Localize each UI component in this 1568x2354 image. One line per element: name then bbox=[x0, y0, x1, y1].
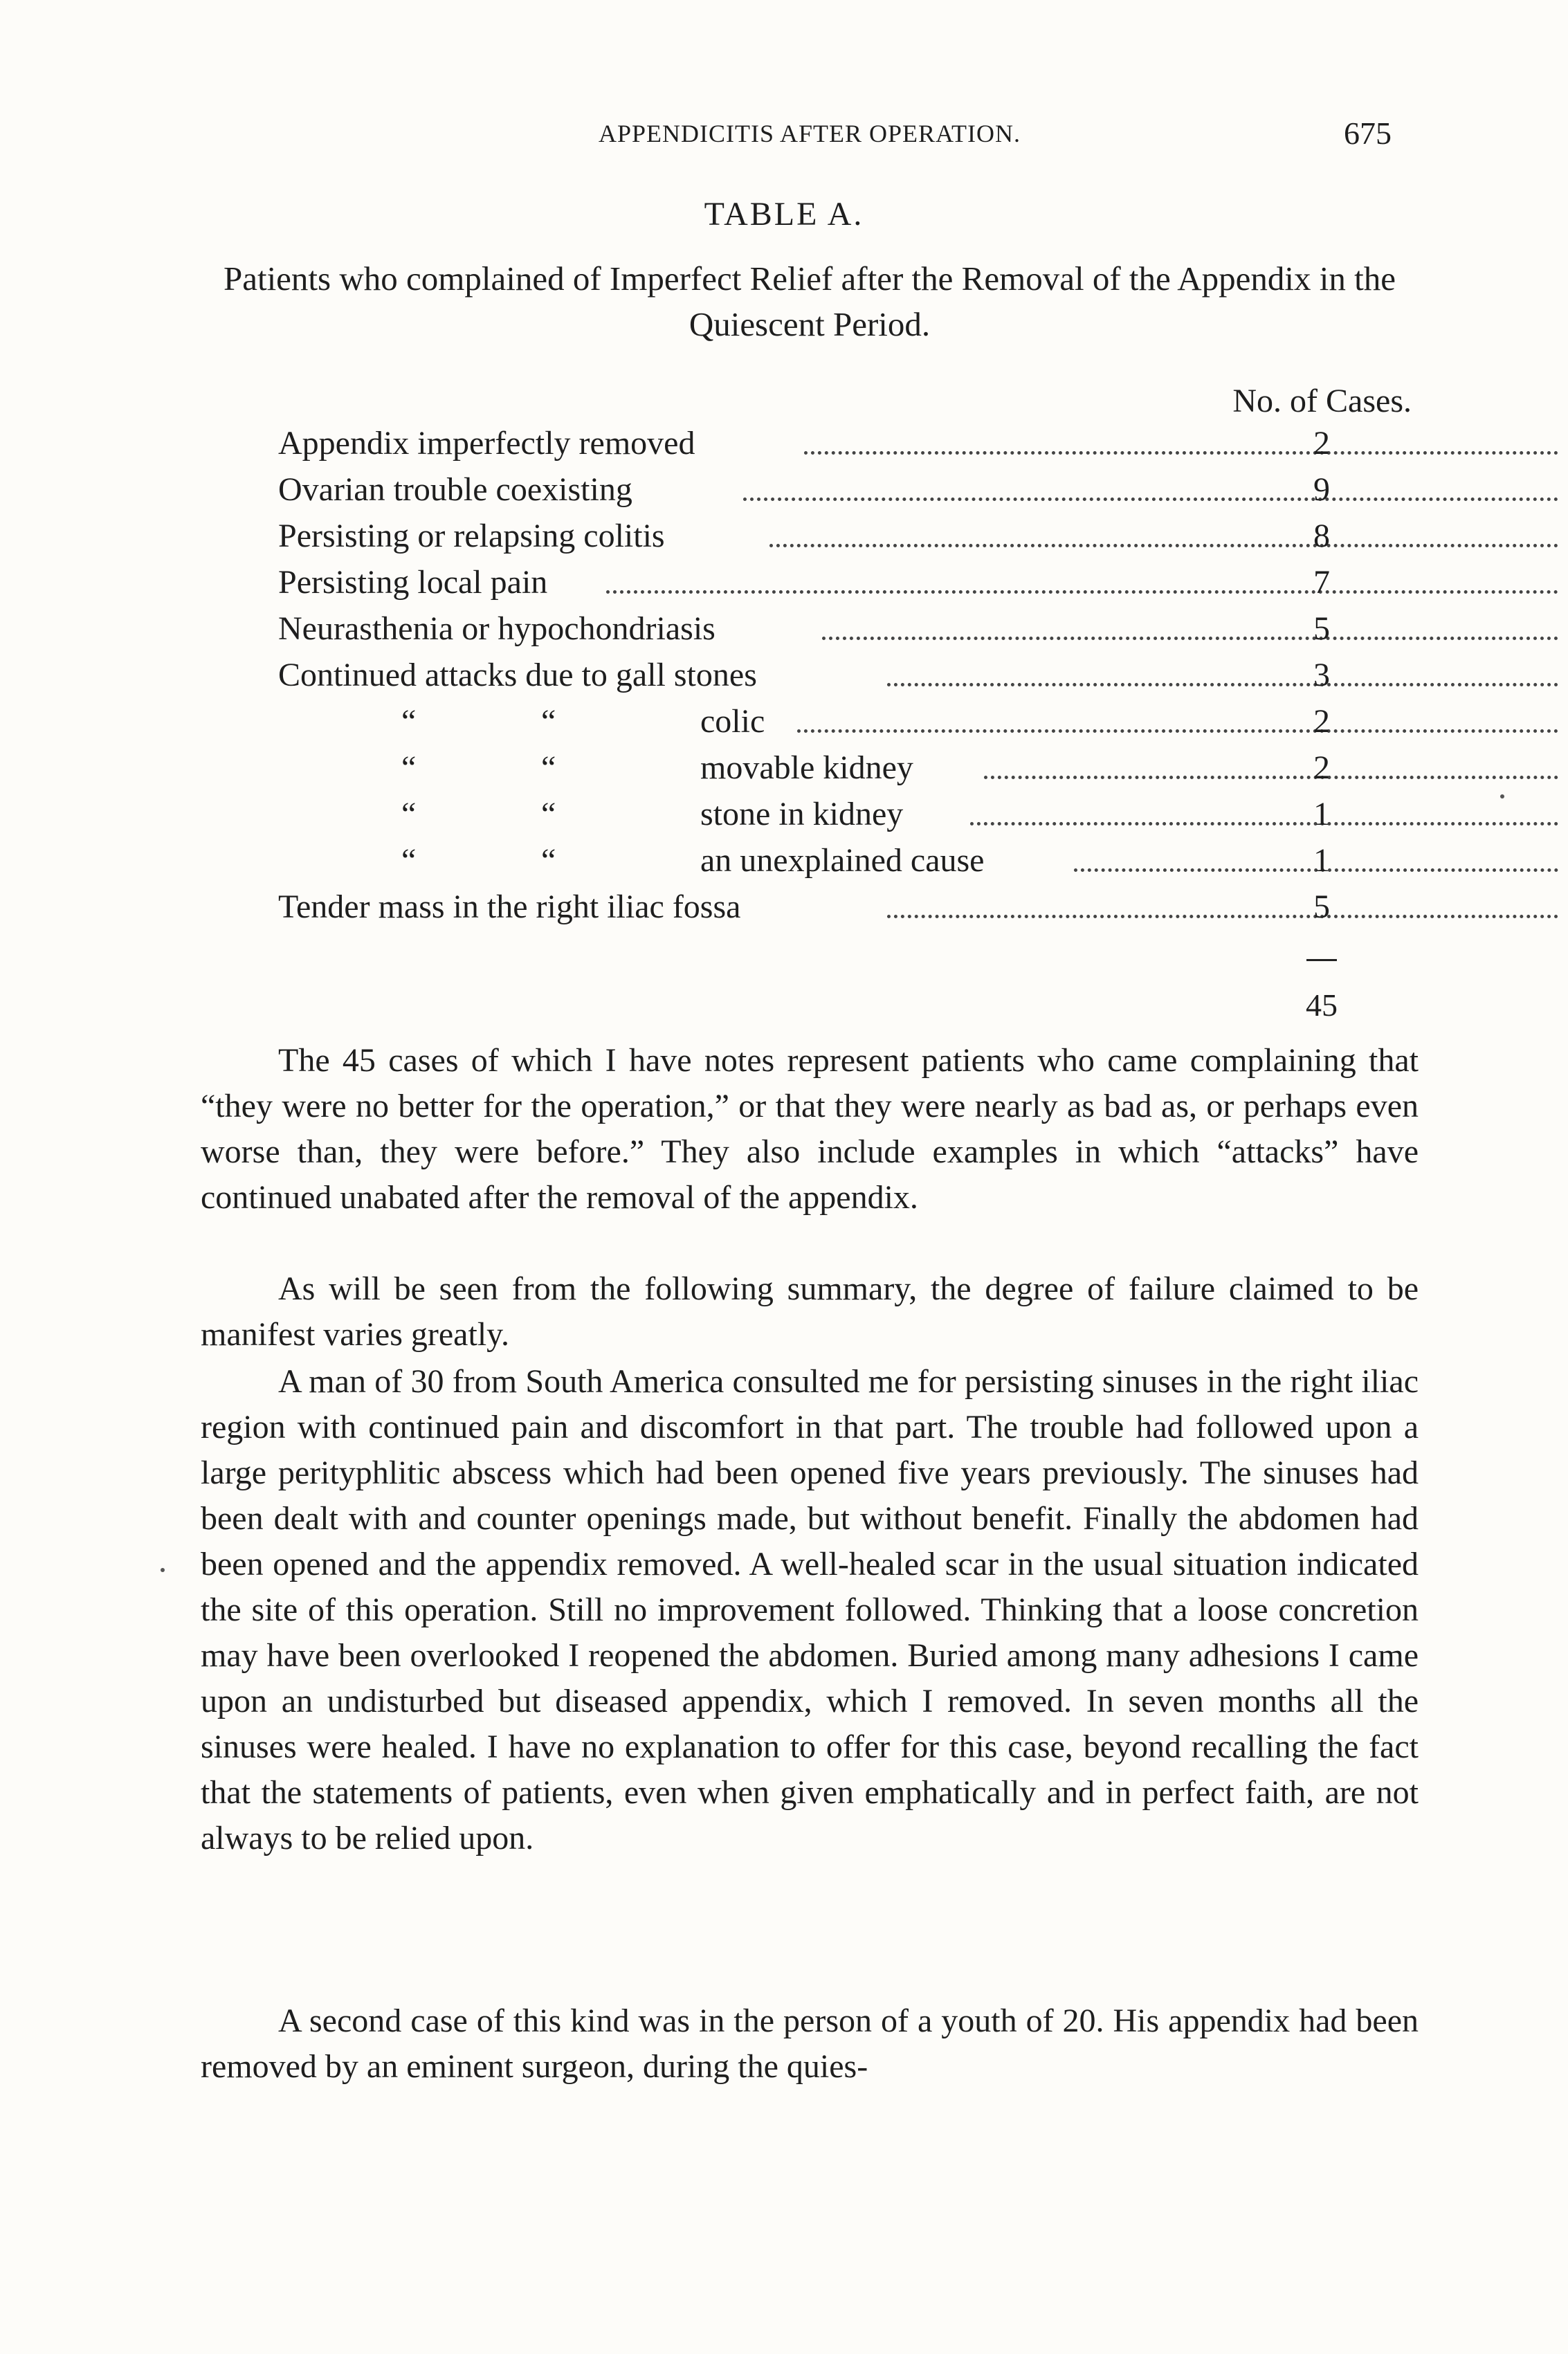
dot-leader bbox=[887, 683, 1558, 686]
table-title: TABLE A. bbox=[704, 196, 864, 232]
row-label: Ovarian trouble coexisting bbox=[278, 471, 632, 508]
row-label: Appendix imperfectly removed bbox=[278, 425, 695, 462]
row-label: stone in kidney bbox=[700, 796, 904, 832]
row-label: movable kidney bbox=[700, 749, 913, 786]
row-count: 1 bbox=[1313, 796, 1330, 832]
table-row bbox=[278, 467, 1344, 513]
scan-speck bbox=[1500, 794, 1504, 799]
table-row bbox=[278, 513, 1344, 559]
paragraph: The 45 cases of which I have notes represent patients who came complaining that “they were no better for the operation,” or that they were nearly as bad as, or perhaps even worse than, they were before.” They also include examples in which “attacks” have continued unabated after the removal of the appendix. bbox=[201, 1042, 1419, 1216]
ditto-mark: “ bbox=[541, 703, 556, 740]
row-count: 2 bbox=[1313, 425, 1330, 462]
table-row bbox=[278, 699, 1344, 745]
paragraph: As will be seen from the following summary, the degree of failure claimed to be manifest varies greatly. bbox=[201, 1270, 1419, 1353]
table-row bbox=[278, 560, 1344, 605]
table-row bbox=[278, 745, 1344, 791]
row-count: 1 bbox=[1313, 842, 1330, 879]
row-label: Persisting local pain bbox=[278, 564, 548, 601]
row-label: Continued attacks due to gall stones bbox=[278, 657, 757, 693]
ditto-mark: “ bbox=[401, 842, 417, 879]
ditto-mark: “ bbox=[541, 796, 556, 832]
sum-rule bbox=[1306, 959, 1337, 961]
row-label: Persisting or relapsing colitis bbox=[278, 518, 665, 554]
row-count: 9 bbox=[1313, 471, 1330, 508]
running-head: APPENDICITIS AFTER OPERATION. bbox=[598, 120, 1021, 147]
ditto-mark: “ bbox=[401, 796, 417, 832]
table-row bbox=[278, 792, 1344, 837]
row-count: 5 bbox=[1313, 888, 1330, 925]
dot-leader bbox=[743, 498, 1558, 501]
page-number: 675 bbox=[1344, 116, 1392, 151]
ditto-mark: “ bbox=[541, 749, 556, 786]
table-row bbox=[278, 421, 1344, 466]
table-row bbox=[278, 653, 1344, 698]
table-row bbox=[278, 884, 1344, 930]
dot-leader bbox=[887, 915, 1558, 918]
table-row bbox=[278, 838, 1344, 884]
row-label: an unexplained cause bbox=[700, 842, 985, 879]
paragraph: A man of 30 from South America consulted me for persisting sinuses in the right iliac region with continued pain and discomfort in that part. The trouble had followed upon a large perityphlitic abscess which had been opened five years previously. The sinuses had been dealt with and counter openings made, but without benefit. Finally the abdomen had been opened and the appendix removed. A well-healed scar in the usual situation indicated the site of this operation. Still no improvement followed. Thinking that a loose concretion may have been overlooked I reopened the abdomen. Buried among many adhesions I came upon an undisturbed but diseased appendix, which I removed. In seven months all the sinuses were healed. I have no explanation to offer for this case, beyond recalling the fact that the statements of patients, even when given emphatically and in perfect faith, are not always to be relied upon. bbox=[201, 1363, 1419, 1856]
ditto-mark: “ bbox=[401, 749, 417, 786]
table-caption: Patients who complained of Imperfect Relief after the Removal of the Appendix in the Quiescent Period. bbox=[223, 259, 1396, 343]
table-row bbox=[278, 606, 1344, 652]
row-count: 5 bbox=[1313, 610, 1330, 647]
row-count: 3 bbox=[1313, 657, 1330, 693]
dot-leader bbox=[769, 544, 1558, 547]
ditto-mark: “ bbox=[401, 703, 417, 740]
row-label: colic bbox=[700, 703, 765, 740]
dot-leader bbox=[797, 729, 1558, 733]
ditto-mark: “ bbox=[541, 842, 556, 879]
table-total: 45 bbox=[1306, 987, 1338, 1023]
dot-leader bbox=[970, 822, 1558, 825]
table-column-header: No. of Cases. bbox=[1232, 383, 1412, 419]
paragraph: A second case of this kind was in the person of a youth of 20. His appendix had been removed by an eminent surgeon, during the quies- bbox=[201, 2002, 1419, 2085]
row-count: 2 bbox=[1313, 703, 1330, 740]
row-count: 7 bbox=[1313, 564, 1330, 601]
row-count: 8 bbox=[1313, 518, 1330, 554]
dot-leader bbox=[822, 637, 1558, 640]
scan-speck bbox=[161, 1568, 165, 1572]
dot-leader bbox=[984, 776, 1558, 779]
row-label: Neurasthenia or hypochondriasis bbox=[278, 610, 715, 647]
row-count: 2 bbox=[1313, 749, 1330, 786]
dot-leader bbox=[804, 451, 1558, 455]
row-label: Tender mass in the right iliac fossa bbox=[278, 888, 741, 925]
dot-leader bbox=[606, 590, 1558, 594]
